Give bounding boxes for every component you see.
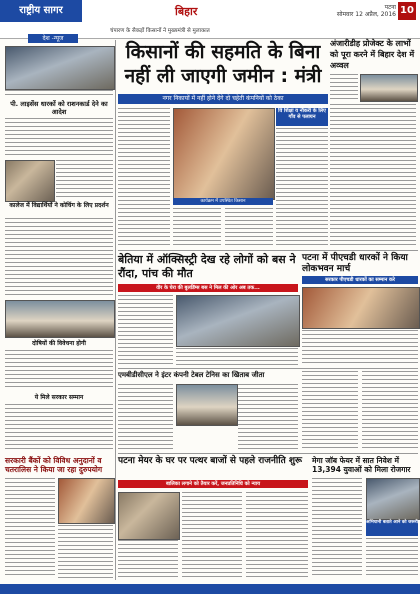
story1-deck: वीर के घेरा की बुलडिंग्स बस ने मिल की ओर अब तक... [118, 284, 298, 292]
newspaper-brand: राष्ट्रीय सागर [0, 0, 82, 22]
left-story5-photo [58, 478, 115, 524]
left-story5-body-b [58, 525, 113, 578]
story5-photo [366, 478, 420, 520]
story2-headline: पटना में पीएचडी धारकों ने किया लोकभवन मार्च [302, 253, 408, 274]
story1-photo [176, 295, 300, 347]
right-top-photo [360, 74, 418, 102]
left-portrait [5, 160, 55, 202]
left-story3-headline: दोषियों की विवेचना होगी [32, 340, 86, 347]
right-top-body-b [330, 104, 416, 248]
left-story3-body [5, 350, 113, 390]
horizontal-rule-1 [118, 250, 418, 251]
story1-body [118, 295, 173, 365]
right-top-body-a [330, 74, 358, 100]
left-story2-body [5, 218, 113, 298]
footer-bar [0, 584, 420, 594]
lead-body-col1 [118, 108, 170, 248]
story5-headline: मेगा जॉब फेयर में सात निवेश में 13,394 युवाओं को मिला रोजगार [312, 456, 411, 474]
story3-photo [176, 384, 238, 426]
story2-photo [302, 287, 420, 329]
horizontal-rule-2 [118, 368, 418, 369]
story3-headline: एमबीडीसीएल ने इंटर कंपनी टेबल टेनिस का खिताब जीता [118, 371, 265, 379]
story2-body [302, 330, 418, 365]
right-box-1: वि शिक्षा व नौकरी के लिए गाँव से पलायन [276, 108, 328, 126]
right-box-2: अभियानी बताते आने को जरूरी [366, 520, 418, 536]
lead-body-col3 [225, 208, 273, 248]
left-story5-headline: सरकारी बैंकों को विविध अनुदानों व चतरालिस ने किया जा रहा दुरुपयोग [5, 456, 103, 474]
page-number: 10 [398, 2, 416, 20]
section-title: बिहार [175, 5, 198, 18]
left-caption [5, 90, 113, 98]
story4-body-a [118, 540, 178, 578]
left-story4-body [5, 404, 113, 452]
top-strip: चंपारण के सैकड़ों किसानों ने मुख्यमंत्री से मुलाकात [110, 28, 210, 34]
lead-body-col2 [173, 208, 221, 248]
lead-headline: किसानों की सहमति के बिना नहीं ली जाएगी जमीन : मंत्री [124, 41, 322, 87]
story1-caption [176, 348, 298, 365]
column-divider-left [115, 40, 116, 580]
story3-body-a [118, 384, 173, 450]
horizontal-rule-3 [118, 453, 418, 454]
story4-headline: पटना मेयर के घर पर पत्थर बाजों से पहले राजनीति शुरू [118, 456, 302, 466]
story4-body-c [246, 492, 308, 578]
date-line-city: पटना [384, 4, 396, 11]
story4-deck: बालिका लगाने को तैयार करें, जनप्रतिनिधि को न्याय [118, 480, 308, 488]
story5-body-b [366, 538, 418, 578]
left-story5-body-a [5, 478, 55, 578]
story1-headline: बेतिया में ऑक्सिस्ट्री देख रहे लोगों को बस ने रौंदा, पांच की मौत [118, 253, 296, 280]
lead-deck: नगर निकायों में नहीं होने देंगे दो चहेती कंपनियों को ठेका [118, 94, 328, 104]
story3-body-b [238, 384, 298, 450]
story5-body-a [312, 478, 362, 578]
left-photo [5, 46, 115, 90]
left-story4-headline: ये मिले सरकार सम्मान [34, 394, 84, 401]
lead-photo-caption: कार्यक्रम में उपस्थित किसान [173, 198, 273, 205]
left-story2-headline: कालेज में विद्यार्थियों ने कोचिंग के लिए प्रदर्शन [9, 202, 109, 209]
left-story2-intro [56, 160, 113, 200]
right-top-headline: अंजारीडीह प्रोजेक्ट के लाभों को पूरा करने में बिहार देश में अव्वल [330, 39, 415, 70]
right-box-1-body [276, 128, 328, 248]
right-mid-body-b [362, 371, 418, 451]
left-story1-body [5, 118, 113, 158]
story4-photo [118, 492, 180, 540]
story4-body-b [182, 492, 242, 578]
story2-deck: सरकार पीएचडी धारकों का सम्मान करे [302, 276, 418, 284]
left-photo-2 [5, 300, 115, 338]
date-line-date: सोमवार 12 अप्रैल, 2016 [336, 11, 396, 18]
lead-photo [173, 108, 275, 200]
date-line [337, 4, 396, 18]
right-mid-body-a [302, 371, 358, 451]
left-badge: देश -न्यूज [28, 34, 78, 43]
left-story1-headline: पी. लाइसेंस धारकों को राशनकार्ड देने का आदेश [10, 100, 108, 116]
